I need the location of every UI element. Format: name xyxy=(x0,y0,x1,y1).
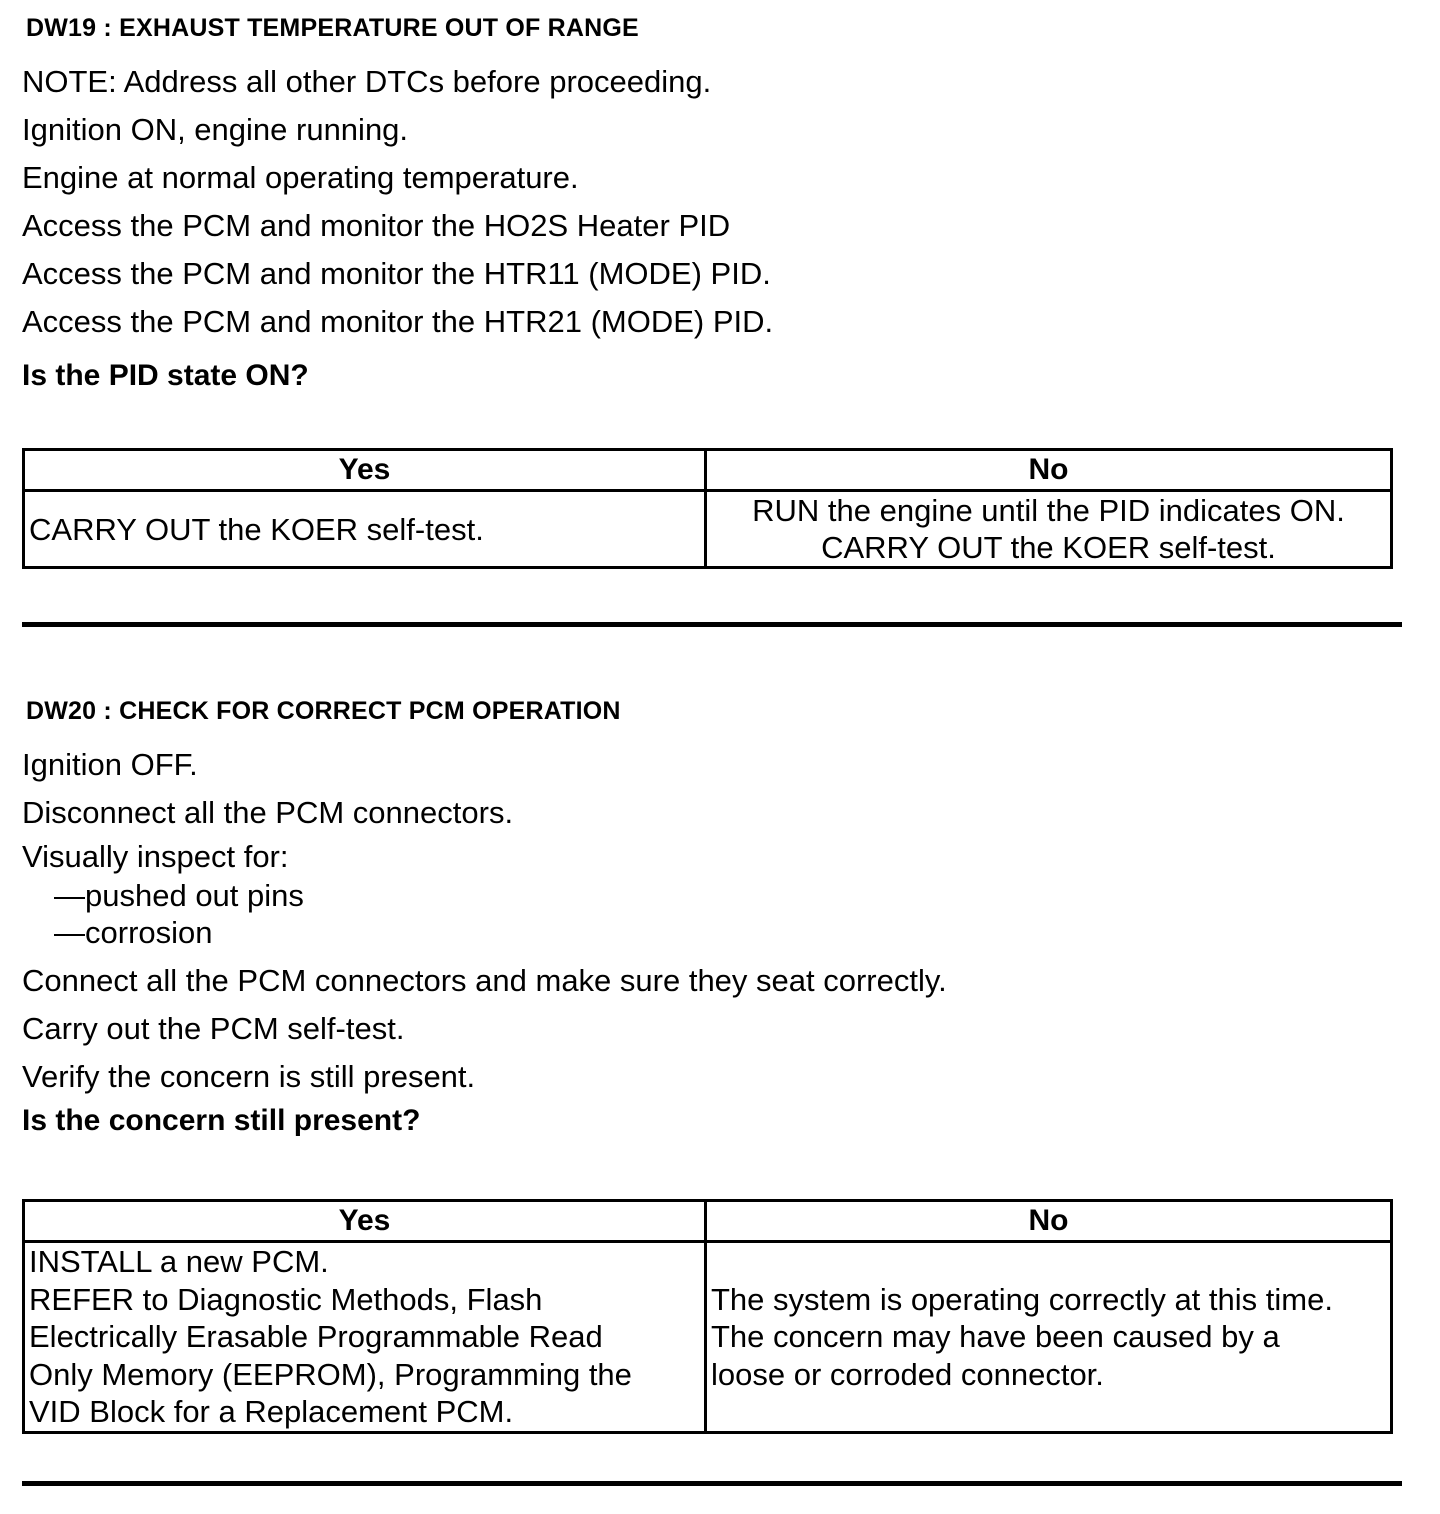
step-monitor-ho2s: Access the PCM and monitor the HO2S Heater PID xyxy=(22,208,731,243)
yes-line: INSTALL a new PCM. xyxy=(29,1244,329,1279)
yes-line: VID Block for a Replacement PCM. xyxy=(29,1394,514,1429)
step-disconnect: Disconnect all the PCM connectors. xyxy=(22,795,514,830)
question: Is the PID state ON? xyxy=(22,359,309,392)
yes-line: CARRY OUT the KOER self-test. xyxy=(29,511,484,547)
step-monitor-htr11: Access the PCM and monitor the HTR11 (MODE) PID. xyxy=(22,256,771,291)
yes-line: Only Memory (EEPROM), Programming the xyxy=(29,1356,632,1392)
inspect-item: —pushed out pins xyxy=(54,878,304,913)
step-self-test: Carry out the PCM self-test. xyxy=(22,1011,405,1046)
no-line: RUN the engine until the PID indicates ON. xyxy=(752,493,1345,528)
table-header-row xyxy=(24,1201,1392,1242)
section-dw19 xyxy=(22,12,1402,569)
no-line: loose or corroded connector. xyxy=(711,1356,1104,1392)
inspect-item: —corrosion xyxy=(54,915,213,950)
table-header-row xyxy=(24,450,1392,491)
yes-line: Electrically Erasable Programmable Read xyxy=(29,1319,603,1354)
question: Is the concern still present? xyxy=(22,1104,421,1137)
no-cell xyxy=(706,491,1392,568)
step-connect: Connect all the PCM connectors and make sure they seat correctly. xyxy=(22,963,947,998)
step-verify: Verify the concern is still present. xyxy=(22,1059,476,1094)
step-note: NOTE: Address all other DTCs before proceeding. xyxy=(22,64,712,99)
section-divider xyxy=(22,622,1402,627)
table-row xyxy=(24,1242,1392,1433)
section-divider xyxy=(22,1481,1402,1486)
inspect-block xyxy=(22,837,1402,951)
no-cell xyxy=(706,1242,1392,1433)
section-heading: DW19 : EXHAUST TEMPERATURE OUT OF RANGE xyxy=(26,14,639,42)
no-line: CARRY OUT the KOER self-test. xyxy=(821,530,1276,565)
inspect-title: Visually inspect for: xyxy=(22,839,289,874)
no-header: No xyxy=(706,450,1392,491)
step-engine-temp: Engine at normal operating temperature. xyxy=(22,160,579,195)
yes-header: Yes xyxy=(24,450,706,491)
step-monitor-htr21: Access the PCM and monitor the HTR21 (MODE) PID. xyxy=(22,304,774,339)
section-heading: DW20 : CHECK FOR CORRECT PCM OPERATION xyxy=(26,697,621,725)
no-line: The concern may have been caused by a xyxy=(711,1319,1280,1354)
no-header: No xyxy=(706,1201,1392,1242)
table-row xyxy=(24,491,1392,568)
yes-no-table xyxy=(22,1199,1393,1434)
step-ignition: Ignition ON, engine running. xyxy=(22,112,409,147)
yes-header: Yes xyxy=(24,1201,706,1242)
yes-cell xyxy=(24,491,706,568)
yes-line: REFER to Diagnostic Methods, Flash xyxy=(29,1281,543,1317)
yes-cell xyxy=(24,1242,706,1433)
section-dw20 xyxy=(22,695,1402,1434)
yes-no-table xyxy=(22,448,1393,569)
step-ignition-off: Ignition OFF. xyxy=(22,747,198,782)
no-line: The system is operating correctly at this time. xyxy=(711,1281,1333,1317)
